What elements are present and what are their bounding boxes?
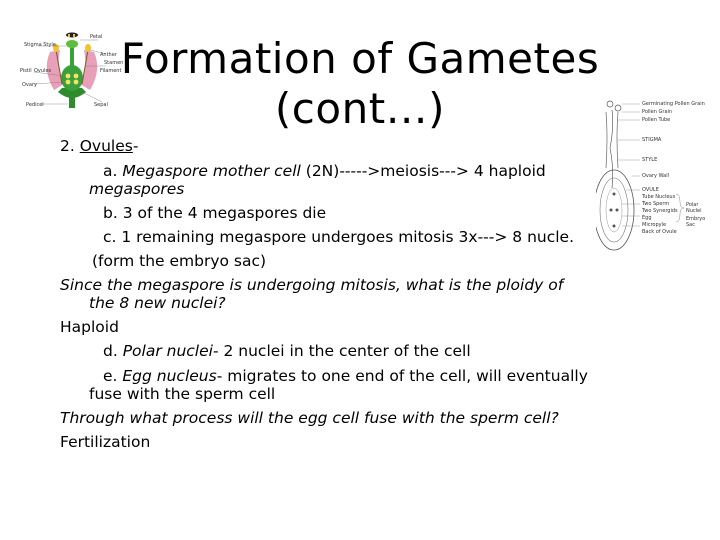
flower-label-ovary: Ovary <box>22 82 37 88</box>
flower-label-petal: Petal <box>90 34 103 40</box>
item-a-prefix: a. <box>103 162 123 180</box>
item-a-term: Megaspore mother cell <box>122 162 301 180</box>
item-e-continuation: fuse with the sperm cell <box>89 385 276 403</box>
item-b: b. 3 of the 4 megaspores die <box>103 204 327 222</box>
pollen-label-egg: Egg <box>642 215 652 221</box>
flower-label-anther: Anther <box>100 52 117 58</box>
pollen-label-micropyle: Micropyle <box>642 222 667 228</box>
item-e-rest: - migrates to one end of the cell, will eventually <box>216 367 588 385</box>
question-fertilization: Through what process will the egg cell fuse with the sperm cell? <box>60 409 559 427</box>
answer-ploidy: Haploid <box>60 318 119 336</box>
pollen-label-two-sperm: Two Sperm <box>642 201 670 207</box>
ovule-diagram <box>596 98 704 258</box>
item-d-term: Polar nuclei <box>122 342 213 360</box>
flower-label-pedicel: Pedicel <box>26 102 44 108</box>
ovules-heading-dash: - <box>132 137 139 155</box>
pollen-label-germinating: Germinating Pollen Grain <box>642 101 705 107</box>
pollen-label-ovule: OVULE <box>642 187 659 193</box>
flower-label-filament: Filament <box>100 68 122 74</box>
ovules-heading-word: Ovules <box>79 137 133 155</box>
pollen-label-two-synergids: Two Synergids <box>642 208 678 214</box>
flower-diagram <box>20 32 124 110</box>
ovules-heading <box>60 136 138 156</box>
flower-label-pistil: Pistil <box>20 68 32 74</box>
flower-label-sepal: Sepal <box>94 102 108 108</box>
item-d-rest: - 2 nuclei in the center of the cell <box>212 342 471 360</box>
item-c: c. 1 remaining megaspore undergoes mitosis 3x---> 8 nucle. <box>103 228 575 246</box>
ovules-heading-number: 2. <box>60 137 80 155</box>
slide-title-line2: (cont…) <box>274 84 446 133</box>
pollen-label-pollen-grain: Pollen Grain <box>642 109 673 115</box>
question-ploidy-line2: the 8 new nuclei? <box>89 294 226 312</box>
pollen-label-tube-nucleus: Tube Nucleus <box>642 194 676 200</box>
pollen-label-stigma: STIGMA <box>642 137 662 143</box>
pollen-label-ovary-wall: Ovary Wall <box>642 173 670 179</box>
item-d <box>103 341 471 361</box>
flower-label-stigma-style: Stigma Style <box>24 42 56 48</box>
flower-label-ovules: Ovules <box>34 68 52 74</box>
slide-title <box>120 34 600 134</box>
item-d-prefix: d. <box>103 342 123 360</box>
item-c-continuation: (form the embryo sac) <box>92 252 267 270</box>
pollen-label-embryo-sac: Embryo Sac <box>686 216 706 228</box>
item-e-term: Egg nucleus <box>122 367 217 385</box>
slide-title-line1: Formation of Gametes <box>120 34 600 83</box>
flower-label-stamen: Stamen <box>104 60 124 66</box>
item-a-rest: (2N)----->meiosis---> 4 haploid <box>300 162 546 180</box>
item-e-prefix: e. <box>103 367 123 385</box>
question-ploidy-line1: Since the megaspore is undergoing mitosis, what is the ploidy of <box>60 276 564 294</box>
item-a-continuation: megaspores <box>89 180 185 198</box>
pollen-label-style: STYLE <box>642 157 658 163</box>
item-e <box>103 366 588 386</box>
pollen-label-back-of-ovule: Back of Ovule <box>642 229 677 235</box>
pollen-label-pollen-tube: Pollen Tube <box>642 117 671 123</box>
pollen-label-polar-nuclei: Polar Nuclei <box>686 202 702 214</box>
item-a <box>103 161 546 181</box>
answer-fertilization: Fertilization <box>60 433 151 451</box>
